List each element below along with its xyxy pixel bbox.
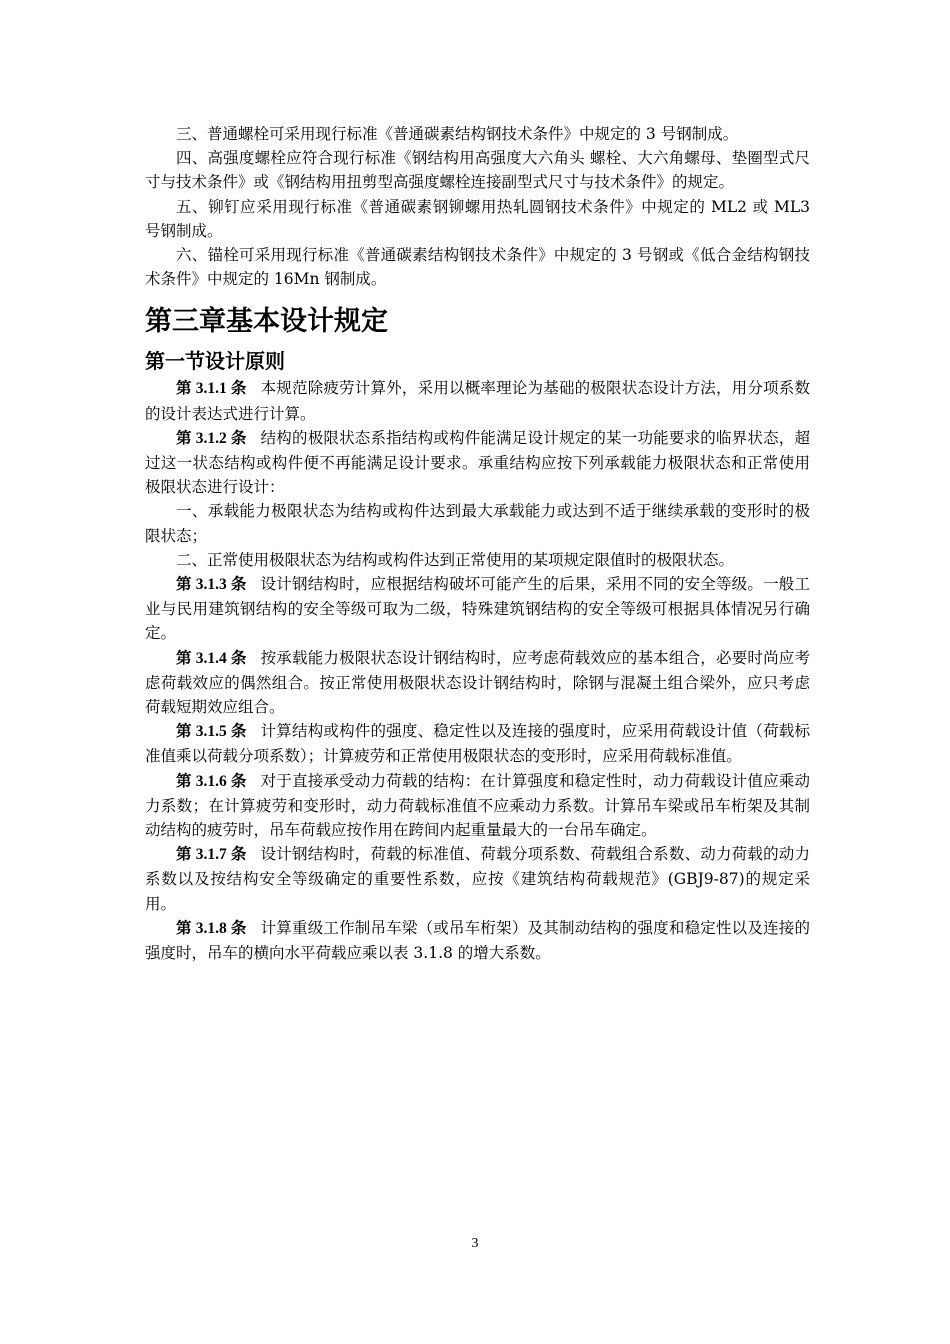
clause-label: 第 3.1.7 条 — [176, 846, 247, 864]
intro-paragraph-6: 六、锚栓可采用现行标准《普通碳素结构钢技术条件》中规定的 3 号钢或《低合金结构钢技术条件》中规定的 16Mn 钢制成。 — [145, 246, 810, 289]
clause-label: 第 3.1.6 条 — [176, 772, 247, 790]
clause-label: 第 3.1.4 条 — [176, 649, 247, 667]
clause-label: 第 3.1.5 条 — [176, 723, 247, 741]
chapter-title: 第三章基本设计规定 — [145, 306, 388, 338]
clause-text: 设计钢结构时，荷载的标准值、荷载分项系数、荷载组合系数、动力荷载的动力系数以及按结构安全等级确定的重要性系数，应按《建筑结构荷载规范》(GBJ9-87)的规定采用。 — [145, 845, 810, 913]
section-title: 第一节设计原则 — [145, 349, 285, 374]
clause-3-1-1 — [145, 376, 810, 425]
clause-text: 按承载能力极限状态设计钢结构时，应考虑荷载效应的基本组合，必要时尚应考虑荷载效应的偶然组合。按正常使用极限状态设计钢结构时，除钢与混凝土组合梁外，应只考虑荷载短期效应组合。 — [145, 648, 810, 717]
clause-3-1-8 — [145, 916, 810, 965]
clause-3-1-6 — [145, 769, 810, 843]
clause-3-1-2-item-1: 一、承载能力极限状态为结构或构件达到最大承载能力或达到不适于继续承载的变形时的极限状态； — [145, 502, 810, 545]
intro-paragraph-4: 四、高强度螺栓应符合现行标准《钢结构用高强度大六角头 螺栓、大六角螺母、垫圈型式尺寸与技术条件》或《钢结构用扭剪型高强度螺栓连接副型式尺寸与技术条件》的规定。 — [145, 149, 810, 192]
intro-paragraph-3: 三、普通螺栓可采用现行标准《普通碳素结构钢技术条件》中规定的 3 号钢制成。 — [176, 125, 739, 143]
clause-3-1-2 — [145, 426, 810, 500]
page-content — [145, 122, 810, 965]
clause-3-1-4 — [145, 646, 810, 720]
clause-label: 第 3.1.1 条 — [176, 380, 247, 398]
clause-label: 第 3.1.2 条 — [176, 429, 247, 447]
clause-label: 第 3.1.8 条 — [176, 919, 247, 937]
clause-3-1-3 — [145, 572, 810, 646]
clause-label: 第 3.1.3 条 — [176, 576, 247, 594]
clause-3-1-5 — [145, 719, 810, 768]
clause-3-1-7 — [145, 842, 810, 916]
intro-paragraph-5: 五、铆钉应采用现行标准《普通碳素钢铆螺用热轧圆钢技术条件》中规定的 ML2 或 ML3 号钢制成。 — [145, 197, 810, 240]
clause-text: 设计钢结构时，应根据结构破坏可能产生的后果，采用不同的安全等级。一般工业与民用建筑钢结构的安全等级可取为二级，特殊建筑钢结构的安全等级可根据具体情况另行确定。 — [145, 575, 810, 643]
clause-text: 结构的极限状态系指结构或构件能满足设计规定的某一功能要求的临界状态，超过这一状态结构或构件便不再能满足设计要求。承重结构应按下列承载能力极限状态和正常使用极限状态进行设计： — [145, 428, 810, 497]
clause-text: 计算重级工作制吊车梁（或吊车桁架）及其制动结构的强度和稳定性以及连接的强度时，吊车的横向水平荷载应乘以表 3.1.8 的增大系数。 — [145, 918, 810, 963]
page-number: 3 — [471, 1236, 479, 1251]
clause-text: 对于直接承受动力荷载的结构：在计算强度和稳定性时，动力荷载设计值应乘动力系数；在计算疲劳和变形时，动力荷载标准值不应乘动力系数。计算吊车梁或吊车桁架及其制动结构的疲劳时，吊车荷载应按作用在跨间内起重量最大的一台吊车确定。 — [145, 771, 810, 840]
clause-text: 计算结构或构件的强度、稳定性以及连接的强度时，应采用荷载设计值（荷载标准值乘以荷载分项系数）；计算疲劳和正常使用极限状态的变形时，应采用荷载标准值。 — [145, 722, 810, 766]
clause-3-1-2-item-2: 二、正常使用极限状态为结构或构件达到正常使用的某项规定限值时的极限状态。 — [176, 550, 735, 569]
clause-text: 本规范除疲劳计算外，采用以概率理论为基础的极限状态设计方法，用分项系数的设计表达式进行计算。 — [145, 379, 810, 423]
